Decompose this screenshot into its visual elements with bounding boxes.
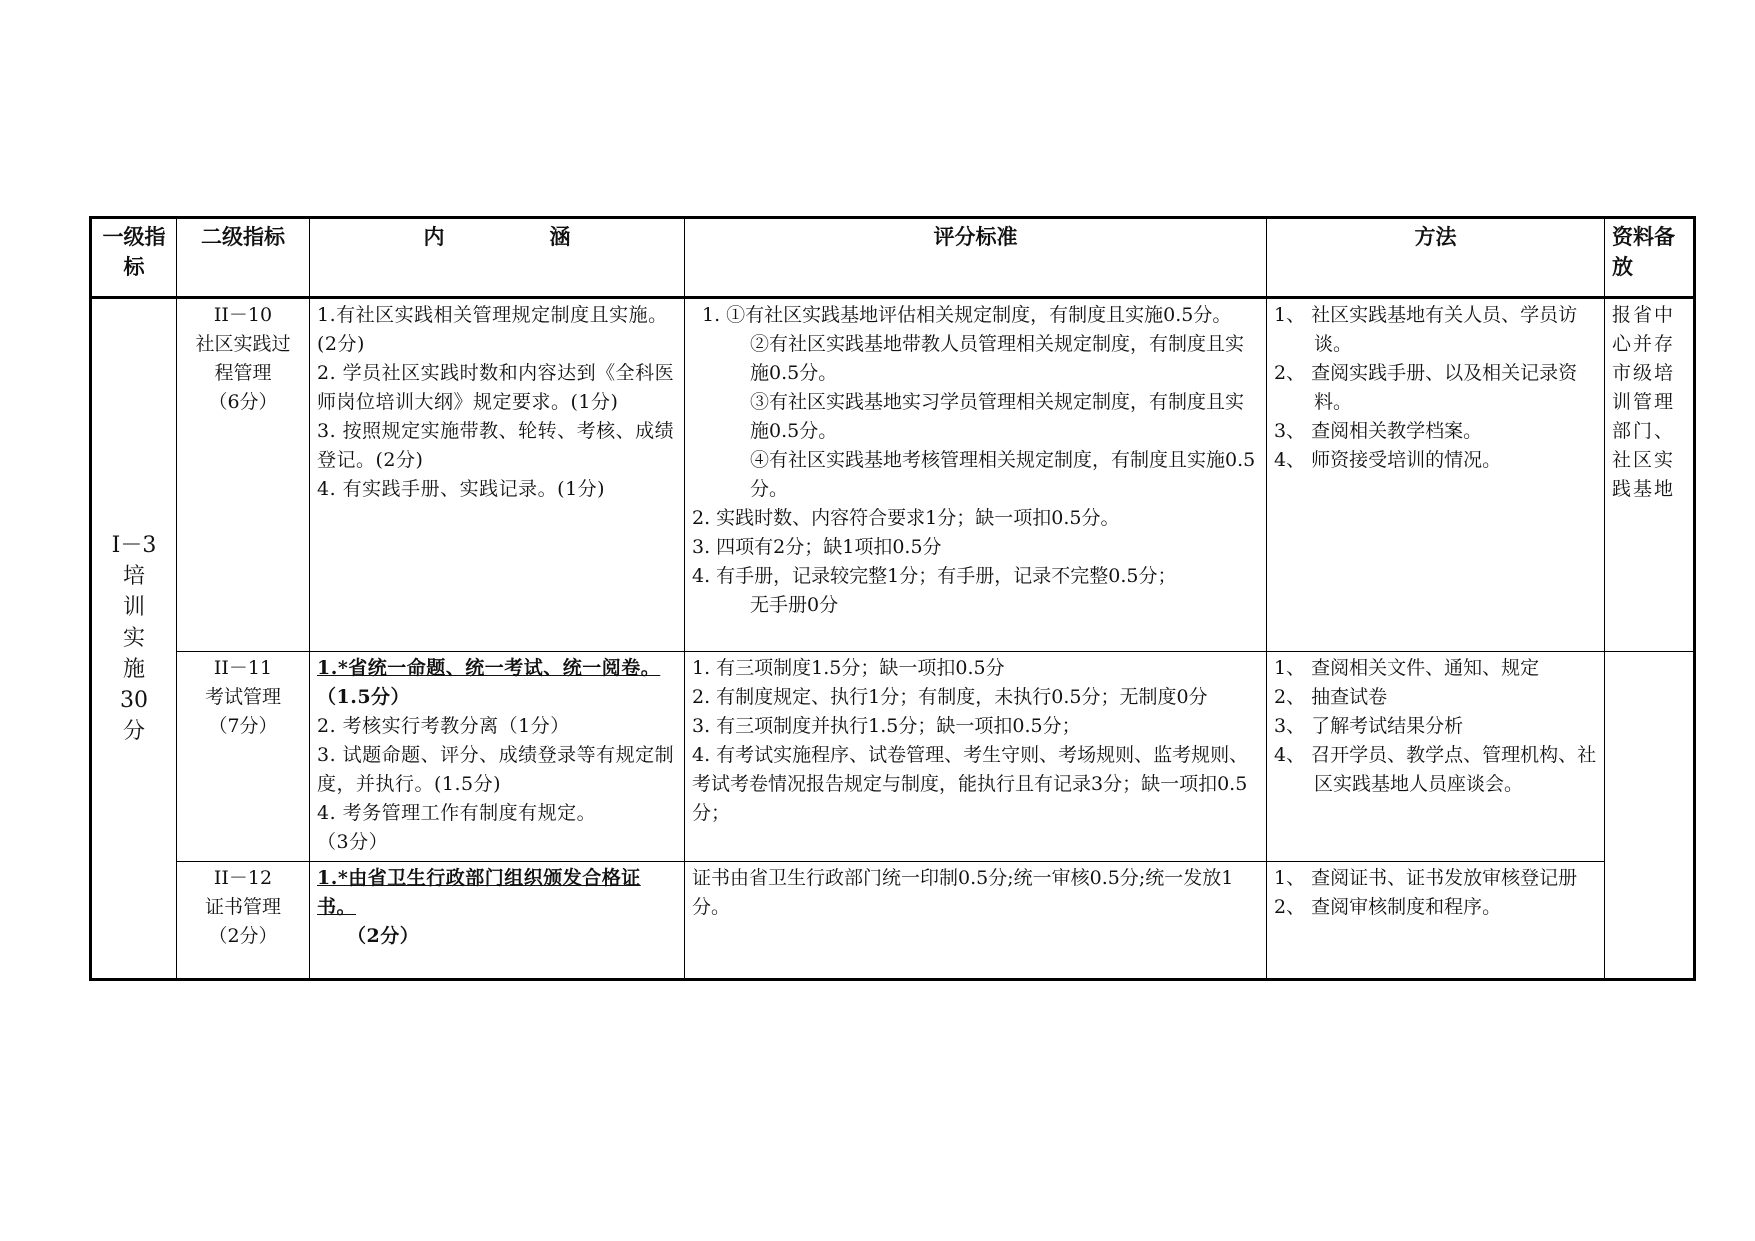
criteria-cell: [685, 862, 1267, 980]
method-item: 4、 召开学员、教学点、管理机构、社区实践基地人员座谈会。: [1274, 744, 1597, 795]
level2-name: 程管理: [214, 362, 272, 384]
method-item: 1、 查阅证书、证书发放审核登记册: [1274, 867, 1578, 889]
table-row: [91, 652, 1695, 862]
criteria-cell: [685, 652, 1267, 862]
criteria-item: ③有社区实践基地实习学员管理相关规定制度，有制度且实施0.5分。: [750, 391, 1245, 442]
criteria-item: 2. 实践时数、内容符合要求1分；缺一项扣0.5分。: [692, 507, 1120, 529]
criteria-item: 证书由省卫生行政部门统一印制0.5分;统一审核0.5分;统一发放1分。: [692, 867, 1234, 918]
header-level1: 一级指标: [91, 218, 177, 298]
criteria-item: 无手册0分: [750, 594, 839, 616]
header-criteria: 评分标准: [685, 218, 1267, 298]
content-item: 2. 学员社区实践时数和内容达到《全科医师岗位培训大纲》规定要求。(1分): [317, 362, 675, 413]
content-cell: [310, 652, 685, 862]
level2-cell: [177, 862, 310, 980]
level2-code: II－11: [213, 657, 273, 679]
level1-char: 实: [122, 626, 145, 651]
level2-score: （2分）: [208, 925, 278, 947]
level2-name: 社区实践过: [195, 333, 291, 355]
method-cell: [1267, 862, 1605, 980]
content-cell: [310, 298, 685, 652]
method-item: 3、 了解考试结果分析: [1274, 715, 1464, 737]
method-cell: [1267, 298, 1605, 652]
method-item: 2、 查阅实践手册、以及相关记录资料。: [1274, 362, 1578, 413]
level2-cell: [177, 652, 310, 862]
level2-score: （7分）: [208, 715, 278, 737]
evaluation-table: [89, 216, 1696, 981]
level2-code: II－12: [213, 867, 273, 889]
criteria-item: 2. 有制度规定、执行1分；有制度，未执行0.5分；无制度0分: [692, 686, 1208, 708]
method-item: 4、 师资接受培训的情况。: [1274, 449, 1502, 471]
content-item: 1.有社区实践相关管理规定制度且实施。(2分): [317, 304, 668, 355]
header-method: 方法: [1267, 218, 1605, 298]
content-cell: [310, 862, 685, 980]
header-storage: 资料备放: [1605, 218, 1695, 298]
level2-name: 考试管理: [204, 686, 281, 708]
content-lead: 1.*由省卫生行政部门组织颁发合格证书。: [317, 867, 641, 918]
storage-cell-empty: [1605, 652, 1695, 980]
header-content: 内 涵: [310, 218, 685, 298]
content-item: 3. 按照规定实施带教、轮转、考核、成绩登记。(2分): [317, 420, 675, 471]
level1-char: 训: [122, 595, 145, 620]
content-lead-score: （2分）: [347, 925, 420, 947]
criteria-item: 4. 有手册，记录较完整1分；有手册，记录不完整0.5分；: [692, 565, 1177, 587]
level1-code: I－3: [111, 533, 157, 558]
criteria-item: 4. 有考试实施程序、试卷管理、考生守则、考场规则、监考规则、考试考卷情况报告规定与制度，能执行且有记录3分；缺一项扣0.5分；: [692, 744, 1249, 824]
method-item: 2、 查阅审核制度和程序。: [1274, 896, 1502, 918]
criteria-item: 3. 有三项制度并执行1.5分；缺一项扣0.5分；: [692, 715, 1081, 737]
level2-score: （6分）: [208, 391, 278, 413]
header-row: [91, 218, 1695, 298]
method-item: 2、 抽查试卷: [1274, 686, 1388, 708]
table-row: [91, 862, 1695, 980]
content-item: 4. 有实践手册、实践记录。(1分): [317, 478, 606, 500]
method-item: 3、 查阅相关教学档案。: [1274, 420, 1483, 442]
storage-cell: [1605, 298, 1695, 652]
criteria-item: ④有社区实践基地考核管理相关规定制度，有制度且实施0.5分。: [750, 449, 1256, 500]
table-row: [91, 298, 1695, 652]
criteria-item: 1. 有三项制度1.5分；缺一项扣0.5分: [692, 657, 1005, 679]
content-item: 2. 考核实行考教分离（1分）: [317, 715, 570, 737]
level1-score: 30: [120, 688, 148, 713]
content-item: 4. 考务管理工作有制度有规定。: [317, 802, 597, 824]
method-cell: [1267, 652, 1605, 862]
level2-name: 证书管理: [204, 896, 281, 918]
level1-cell: [91, 298, 177, 980]
criteria-cell: [685, 298, 1267, 652]
level2-cell: [177, 298, 310, 652]
criteria-item: ②有社区实践基地带教人员管理相关规定制度，有制度且实施0.5分。: [750, 333, 1245, 384]
criteria-item: 1. ①有社区实践基地评估相关规定制度，有制度且实施0.5分。: [702, 304, 1232, 326]
level1-char: 培: [122, 564, 145, 589]
level2-code: II－10: [213, 304, 273, 326]
criteria-item: 3. 四项有2分；缺1项扣0.5分: [692, 536, 942, 558]
content-lead-score: （1.5分）: [317, 686, 411, 708]
content-item: （3分）: [317, 831, 389, 853]
level1-unit: 分: [122, 719, 145, 744]
content-item: 3. 试题命题、评分、成绩登录等有规定制度，并执行。(1.5分): [317, 744, 675, 795]
method-item: 1、 查阅相关文件、通知、规定: [1274, 657, 1540, 679]
header-level2: 二级指标: [177, 218, 310, 298]
level1-char: 施: [122, 657, 145, 682]
content-lead: 1.*省统一命题、统一考试、统一阅卷。: [317, 657, 661, 679]
method-item: 1、 社区实践基地有关人员、学员访谈。: [1274, 304, 1578, 355]
storage-text: 报省中心并存市级培训管理部门、社区实践基地: [1612, 304, 1676, 500]
